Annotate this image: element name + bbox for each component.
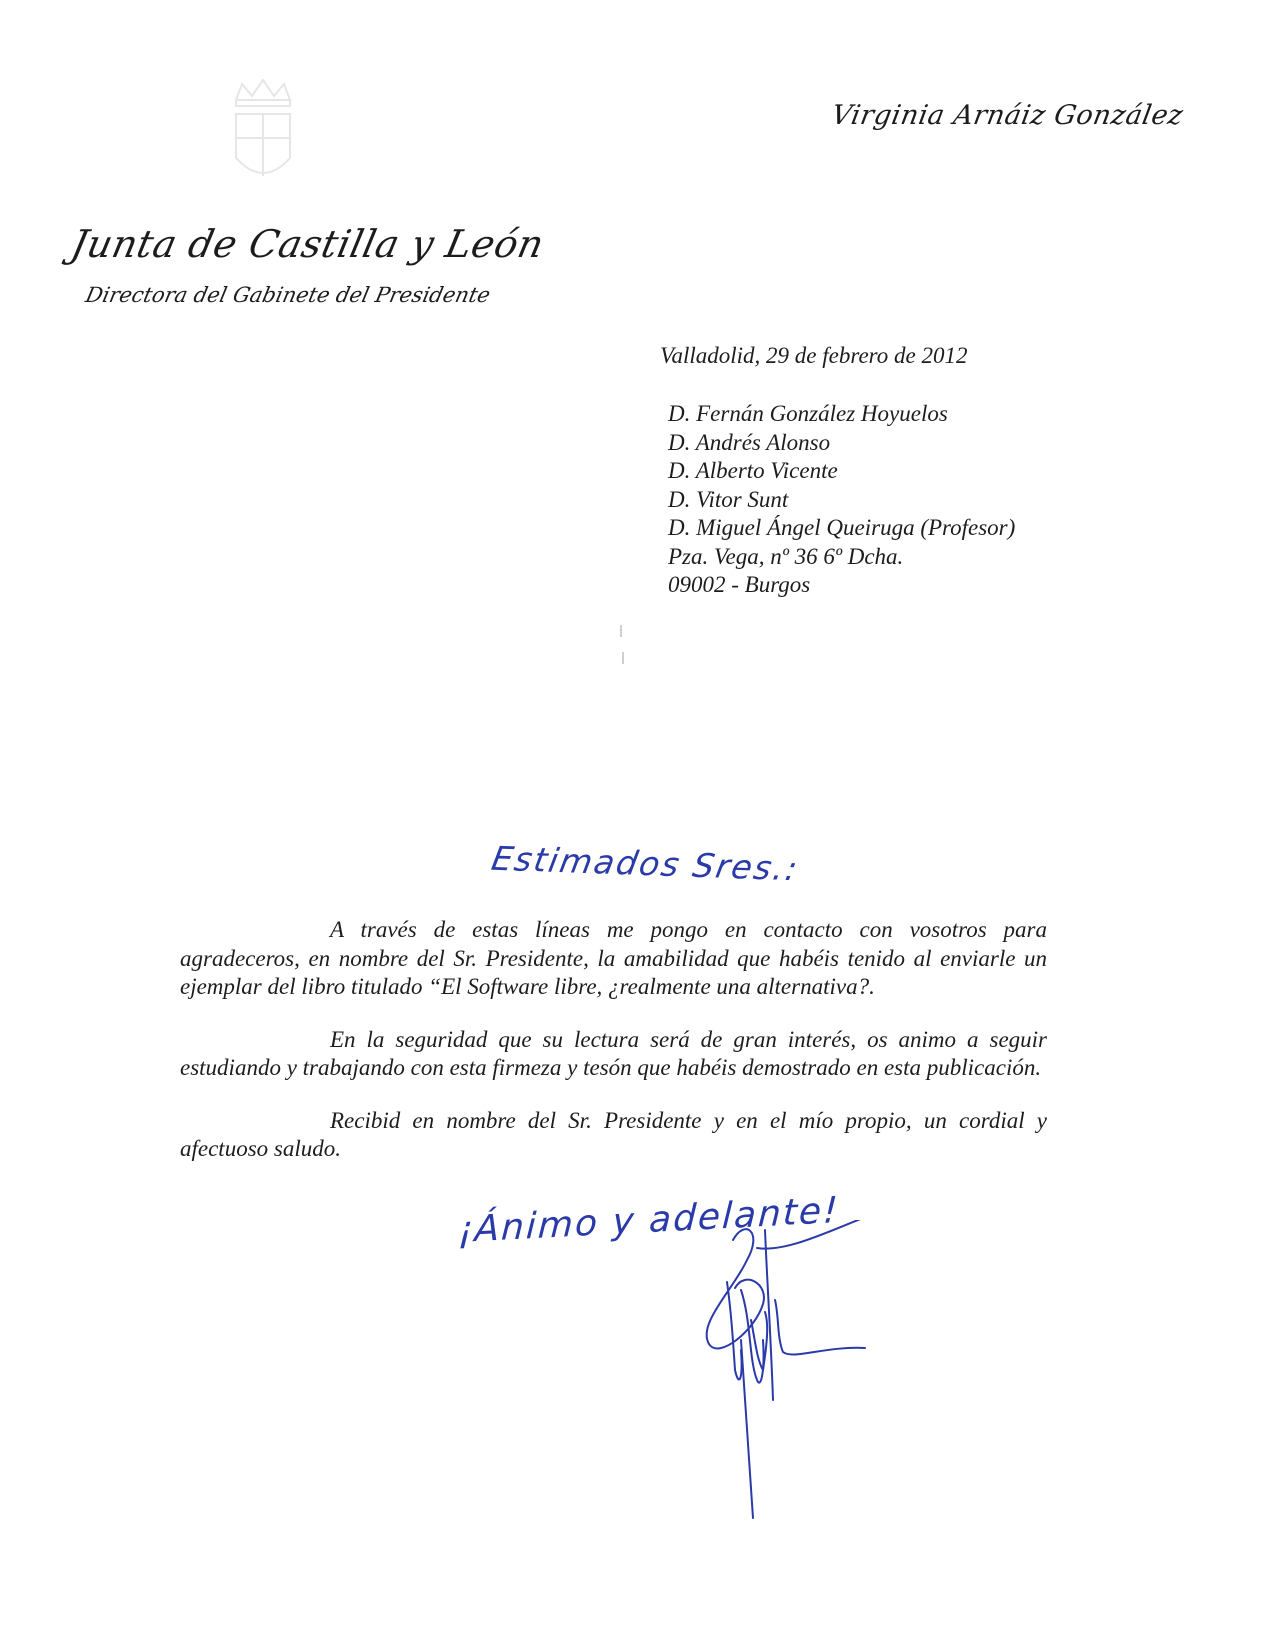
recipient-line: D. Andrés Alonso (668, 429, 831, 455)
crest-icon (228, 78, 298, 198)
recipient-line: D. Fernán González Hoyuelos (668, 401, 948, 426)
letter-body (180, 916, 1047, 1188)
organization-name: Junta de Castilla y León (67, 222, 549, 266)
handwritten-salutation: Estimados Sres.: (488, 838, 803, 889)
sender-name: Virginia Arnáiz González (829, 100, 1186, 131)
body-paragraph: Recibid en nombre del Sr. Presidente y en el mío propio, un cordial y afectuoso saludo. (180, 1107, 1047, 1161)
handwritten-closing: ¡Ánimo y adelante! (457, 1189, 841, 1252)
recipient-line: D. Vitor Sunt (668, 486, 789, 512)
body-paragraph: A través de estas líneas me pongo en contacto con vosotros para agradeceros, en nombre del Sr. Presidente, la amabilidad que habéis tenido al enviarle un ejemplar del libro titulado “El Software libre, ¿realmente una alternativa?. (180, 917, 1047, 999)
sender-position: Directora del Gabinete del Presidente (83, 283, 493, 307)
recipient-line: D. Alberto Vicente (668, 458, 838, 483)
scan-mark (620, 625, 622, 637)
body-paragraph: En la seguridad que su lectura será de gran interés, os animo a seguir estudiando y trabajando con esta firmeza y tesón que habéis demostrado en esta publicación. (180, 1026, 1047, 1080)
address-line: Pza. Vega, nº 36 6º Dcha. (668, 543, 904, 569)
recipient-address (668, 400, 1015, 600)
recipient-line: D. Miguel Ángel Queiruga (Profesor) (668, 515, 1016, 540)
scan-mark (622, 652, 624, 664)
letter-date: Valladolid, 29 de febrero de 2012 (660, 343, 968, 368)
signature-mark (705, 1220, 925, 1520)
postal-line: 09002 - Burgos (668, 572, 811, 597)
